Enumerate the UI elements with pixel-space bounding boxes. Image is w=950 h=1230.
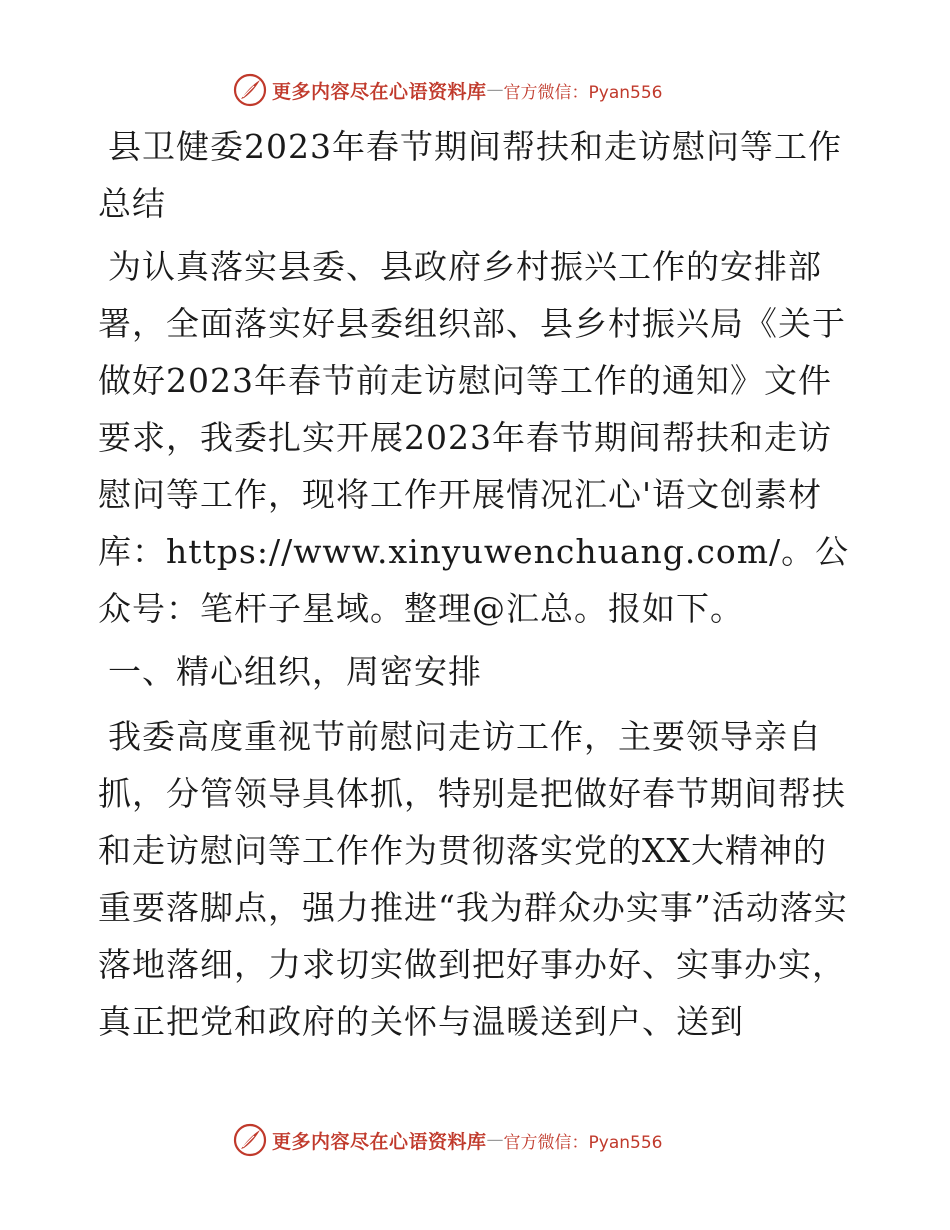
- feather-pen-circle-icon: [232, 72, 268, 108]
- footer-watermark-banner: [232, 1120, 732, 1160]
- banner-separator: —: [486, 1130, 504, 1150]
- section-heading-1: 一、精心组织，周密安排: [108, 652, 482, 691]
- banner-separator: —: [486, 80, 504, 100]
- banner-main-text: 更多内容尽在心语资料库: [272, 80, 487, 103]
- intro-paragraph: 为认真落实县委、县政府乡村振兴工作的安排部署，全面落实好县委组织部、县乡村振兴局《关于做好2023年春节前走访慰问等工作的通知》文件要求，我委扎实开展2023年春节期间帮扶和走访慰问等工作，现将工作开展情况汇心'语文创素材库：https://www.xinyuwenchuang.com/。公众号：笔杆子星域。整理@汇总。报如下。: [98, 247, 850, 628]
- header-watermark-banner: [232, 70, 732, 110]
- banner-contact-text: 官方微信：Pyan556: [503, 1132, 663, 1153]
- section-1-paragraph: 我委高度重视节前慰问走访工作，主要领导亲自抓，分管领导具体抓，特别是把做好春节期间帮扶和走访慰问等工作作为贯彻落实党的XX大精神的重要落脚点，强力推进“我为群众办实事”活动落实落地落细，力求切实做到把好事办好、实事办实，真正把党和政府的关怀与温暖送到户、送到: [98, 717, 848, 1041]
- document-title: 县卫健委2023年春节期间帮扶和走访慰问等工作总结: [98, 127, 842, 223]
- document-body: [98, 118, 858, 1056]
- banner-contact-text: 官方微信：Pyan556: [503, 82, 663, 103]
- feather-pen-circle-icon: [232, 1122, 268, 1158]
- banner-main-text: 更多内容尽在心语资料库: [272, 1130, 487, 1153]
